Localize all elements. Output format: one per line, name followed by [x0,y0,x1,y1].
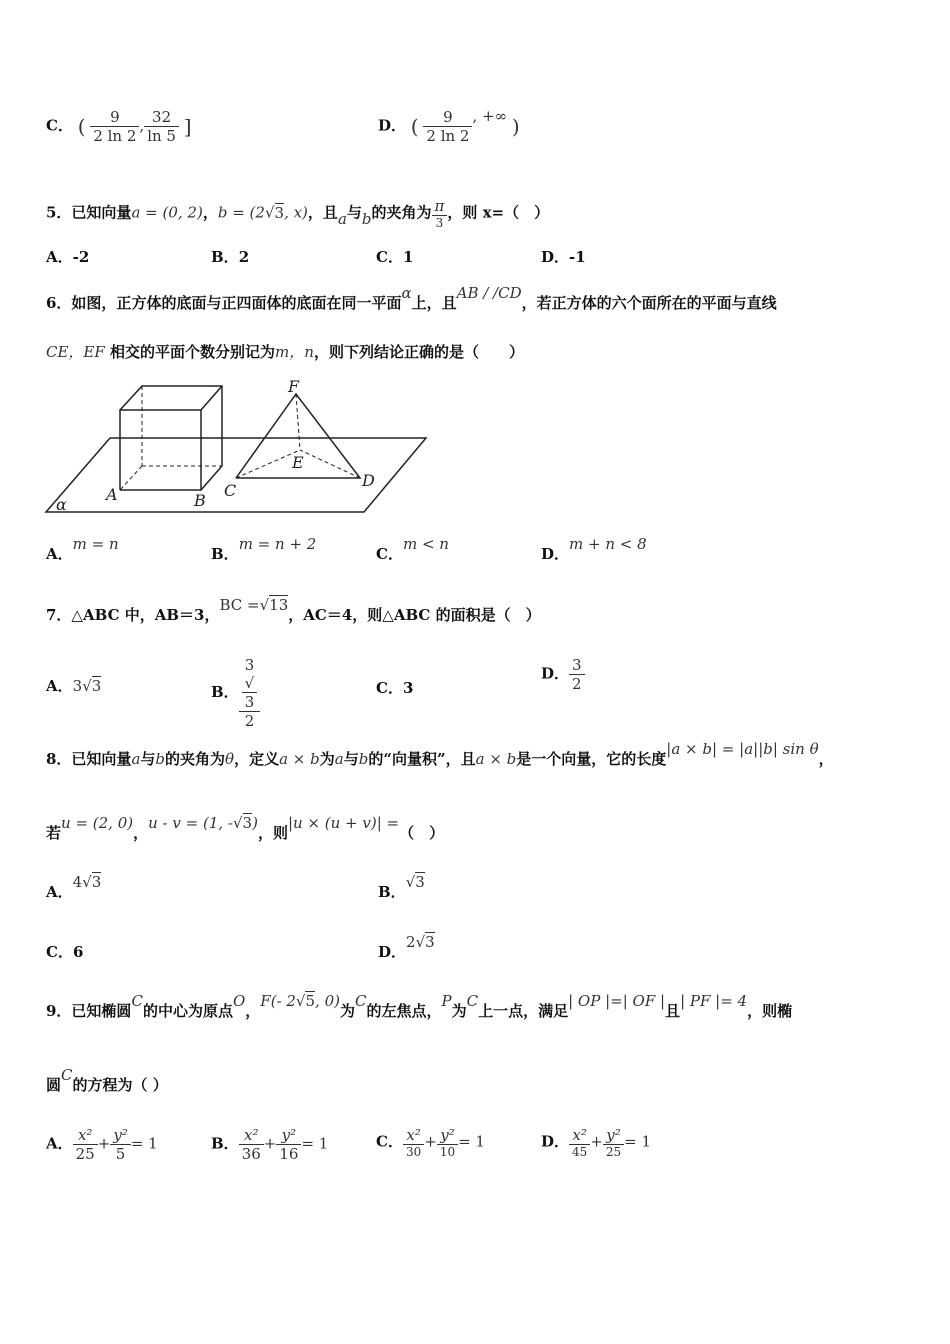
fraction: $\frac{9}{2 \ln 2}$ [90,108,139,145]
q8-option-d: D．2√3 [378,933,435,961]
q8-option-c: C．6 [46,943,84,961]
q7-option-d: D． $\frac{3}{2}$ [541,656,585,693]
q7-option-c: C．3 [376,679,414,697]
fraction: $\frac{\text{y²}}{16}$ [276,1126,301,1163]
fraction-pi-3: $\frac{\pi}{3}$ [432,197,448,230]
fraction: $\frac{32}{\ln 5}$ [144,108,179,145]
option-label: D． [378,116,407,135]
question-8-line-1: 8．已知向量a与b的夹角为θ，定义a × b为a与b的“向量积”，且a × b是一个向量，它的长度|a × b| = |a||b| sin θ， [46,740,834,768]
fraction: $\frac{\text{y²}}{5}$ [110,1126,131,1163]
q9-option-b: B． $\frac{\text{x²}}{36}$ + $\frac{\text{y²}}{16}$ = 1 [211,1126,329,1163]
question-9-line-2: 圆C的方程为（ ） [46,1066,168,1094]
fraction: $\frac{\text{x²}}{36}$ [239,1126,264,1163]
label-E: E [292,453,304,472]
fraction: $\frac{\text{y²}}{10}$ [437,1126,458,1159]
q9-option-d: D． $\frac{\text{x²}}{45}$ + $\frac{\text{y²}}{25}$ = 1 [541,1126,652,1159]
label-A: A [106,485,118,504]
question-9-line-1: 9．已知椭圆C的中心为原点O，F(- 2√5, 0)为C的左焦点，P为C上一点，满足| OP |=| OF |且| PF |= 4，则椭 [46,992,793,1020]
geometry-figure [40,372,440,522]
q5-option-c: C．1 [376,248,414,266]
fraction: $\frac{\text{x²}}{25}$ [73,1126,98,1163]
fraction: $\frac{\text{x²}}{45}$ [569,1126,590,1159]
label-alpha: α [56,495,67,514]
question-6-line-1: 6．如图，正方体的底面与正四面体的底面在同一平面α上，且AB / /CD，若正方体的六个面所在的平面与直线 [46,284,777,312]
q9-option-c: C． $\frac{\text{x²}}{30}$ + $\frac{\text{y²}}{10}$ = 1 [376,1126,485,1159]
question-6-line-2: CE，EF 相交的平面个数分别记为m，n，则下列结论正确的是（ ） [46,343,524,361]
label-B: B [194,491,206,510]
q7-option-a: A．3√3 [46,677,102,695]
q6-option-d: D．m + n < 8 [541,535,647,563]
fraction: $\frac{9}{2 \ln 2}$ [423,108,472,145]
option-label: C． [46,116,73,135]
q5-option-b: B．2 [211,248,250,266]
question-5: 5．已知向量a = (0, 2)，b = (2√3, x)，且a与b的夹角为 $\frac{\pi}{3}$ ，则 x=（ ） [46,197,550,230]
label-F: F [288,377,300,396]
label-D: D [362,471,375,490]
q8-option-a: A．4√3 [46,873,102,901]
q5-option-d: D．-1 [541,248,586,266]
q5-option-a: A．-2 [46,248,90,266]
q7-option-b: B． 3 √ 3 2 [211,656,260,730]
cube-front-face [120,410,201,490]
q6-option-b: B．m = n + 2 [211,535,317,563]
q6-option-a: A．m = n [46,535,119,563]
fraction: $\frac{\text{y²}}{25}$ [603,1126,624,1159]
fraction: 3 √ 3 2 [239,656,261,730]
q4-option-d: D． ( $\frac{9}{2 \ln 2}$ , +∞ ) [378,106,520,145]
question-8-line-2: 若u = (2, 0)，u - v = (1, -√3)，则|u × (u + v)| =（ ） [46,814,445,842]
q6-option-c: C．m < n [376,535,449,563]
label-C: C [224,481,237,500]
q4-option-c: C． ( $\frac{9}{2 \ln 2}$ , $\frac{32}{\ln 5}$ ] [46,108,192,145]
vector-a: a = (0, 2) [131,203,203,222]
q8-option-b: B．√3 [378,873,425,901]
question-7: 7．△ABC 中，AB＝3，BC =√13，AC＝4，则△ABC 的面积是（ ） [46,596,541,624]
fraction: $\frac{3}{2}$ [569,656,585,693]
fraction: $\frac{\text{x²}}{30}$ [403,1126,424,1159]
q9-option-a: A． $\frac{\text{x²}}{25}$ + $\frac{\text{y²}}{5}$ = 1 [46,1126,158,1163]
